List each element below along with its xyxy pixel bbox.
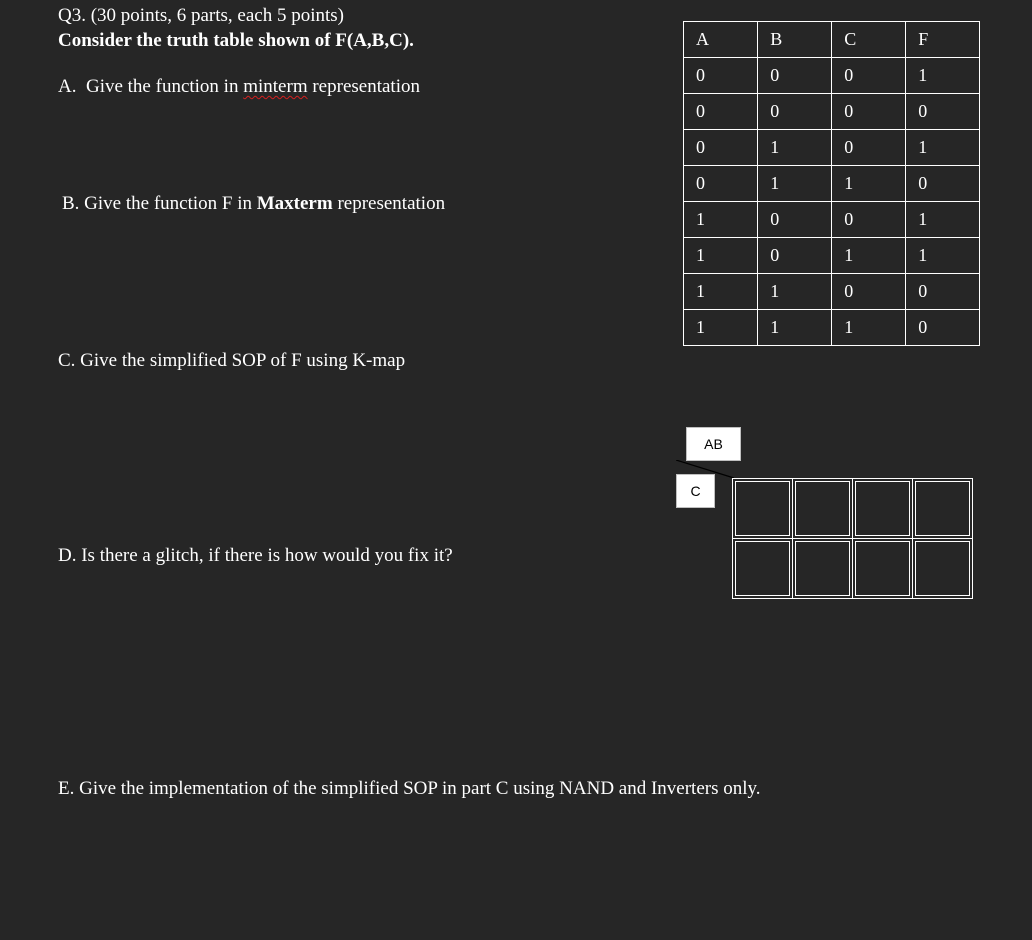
kmap-cell[interactable]: [853, 539, 913, 599]
truth-table-header-c: C: [832, 22, 906, 58]
part-a-suffix: representation: [307, 76, 420, 97]
part-b-text: [62, 192, 445, 216]
truth-table-cell: 0: [906, 310, 980, 346]
truth-table-row: [684, 58, 980, 94]
kmap-cell[interactable]: [913, 539, 973, 599]
kmap-cell[interactable]: [913, 479, 973, 539]
part-a-emph: minterm: [243, 76, 308, 97]
kmap-ab-label: AB: [686, 427, 741, 461]
truth-table-cell: 0: [832, 94, 906, 130]
truth-table-row: [684, 166, 980, 202]
truth-table-row: [684, 202, 980, 238]
question-subtitle: Consider the truth table shown of F(A,B,C).: [58, 30, 414, 51]
part-e-text: E. Give the implementation of the simplified SOP in part C using NAND and Inverters only.: [58, 778, 761, 799]
truth-table-row: [684, 238, 980, 274]
truth-table-cell: 0: [906, 274, 980, 310]
truth-table-cell: 1: [758, 166, 832, 202]
truth-table-header-f: F: [906, 22, 980, 58]
truth-table-header-a: A: [684, 22, 758, 58]
truth-table-cell: 0: [758, 58, 832, 94]
truth-table-cell: 1: [684, 202, 758, 238]
truth-table-cell: 0: [684, 166, 758, 202]
part-b-suffix: representation: [332, 193, 446, 214]
truth-table-cell: 1: [832, 166, 906, 202]
kmap-cell[interactable]: [793, 539, 853, 599]
truth-table-row: [684, 130, 980, 166]
truth-table-cell: 0: [832, 202, 906, 238]
kmap-cell[interactable]: [733, 539, 793, 599]
truth-table-cell: 1: [832, 238, 906, 274]
truth-table-cell: 1: [758, 130, 832, 166]
truth-table-header-b: B: [758, 22, 832, 58]
kmap-diagonal-stroke: [676, 460, 734, 478]
truth-table-cell: 0: [684, 94, 758, 130]
kmap-cell[interactable]: [853, 479, 913, 539]
truth-table-cell: 1: [684, 310, 758, 346]
question-title: Q3. (30 points, 6 parts, each 5 points): [58, 5, 345, 26]
truth-table-row: [684, 94, 980, 130]
truth-table-cell: 0: [758, 94, 832, 130]
kmap-row: [733, 539, 973, 599]
truth-table-row: [684, 274, 980, 310]
truth-table-cell: 0: [906, 166, 980, 202]
truth-table-cell: 0: [684, 130, 758, 166]
part-a-text: [58, 75, 420, 99]
part-b-prefix: B. Give the function F in: [62, 193, 257, 214]
truth-table-cell: 1: [758, 310, 832, 346]
truth-table-cell: 1: [906, 238, 980, 274]
truth-table-cell: 1: [906, 58, 980, 94]
kmap-grid: [732, 478, 973, 599]
truth-table-cell: 0: [832, 274, 906, 310]
part-b-emph: Maxterm: [256, 193, 333, 214]
truth-table-cell: 0: [906, 94, 980, 130]
kmap-c-label: C: [676, 474, 715, 508]
truth-table-cell: 0: [758, 202, 832, 238]
truth-table-cell: 0: [832, 130, 906, 166]
truth-table-cell: 1: [906, 202, 980, 238]
part-c-text: C. Give the simplified SOP of F using K-map: [58, 350, 406, 371]
kmap-cell[interactable]: [793, 479, 853, 539]
part-a-prefix: A. Give the function in: [58, 76, 244, 97]
truth-table-cell: 1: [832, 310, 906, 346]
truth-table-header-row: [684, 22, 980, 58]
truth-table-cell: 0: [832, 58, 906, 94]
kmap-cell[interactable]: [733, 479, 793, 539]
truth-table-cell: 1: [684, 274, 758, 310]
truth-table-cell: 1: [758, 274, 832, 310]
truth-table-row: [684, 310, 980, 346]
truth-table: [683, 21, 980, 346]
kmap-diagonal-line: [676, 460, 736, 480]
truth-table-cell: 1: [684, 238, 758, 274]
truth-table-cell: 0: [684, 58, 758, 94]
part-d-text: D. Is there a glitch, if there is how would you fix it?: [58, 545, 453, 566]
truth-table-cell: 0: [758, 238, 832, 274]
kmap-row: [733, 479, 973, 539]
truth-table-cell: 1: [906, 130, 980, 166]
